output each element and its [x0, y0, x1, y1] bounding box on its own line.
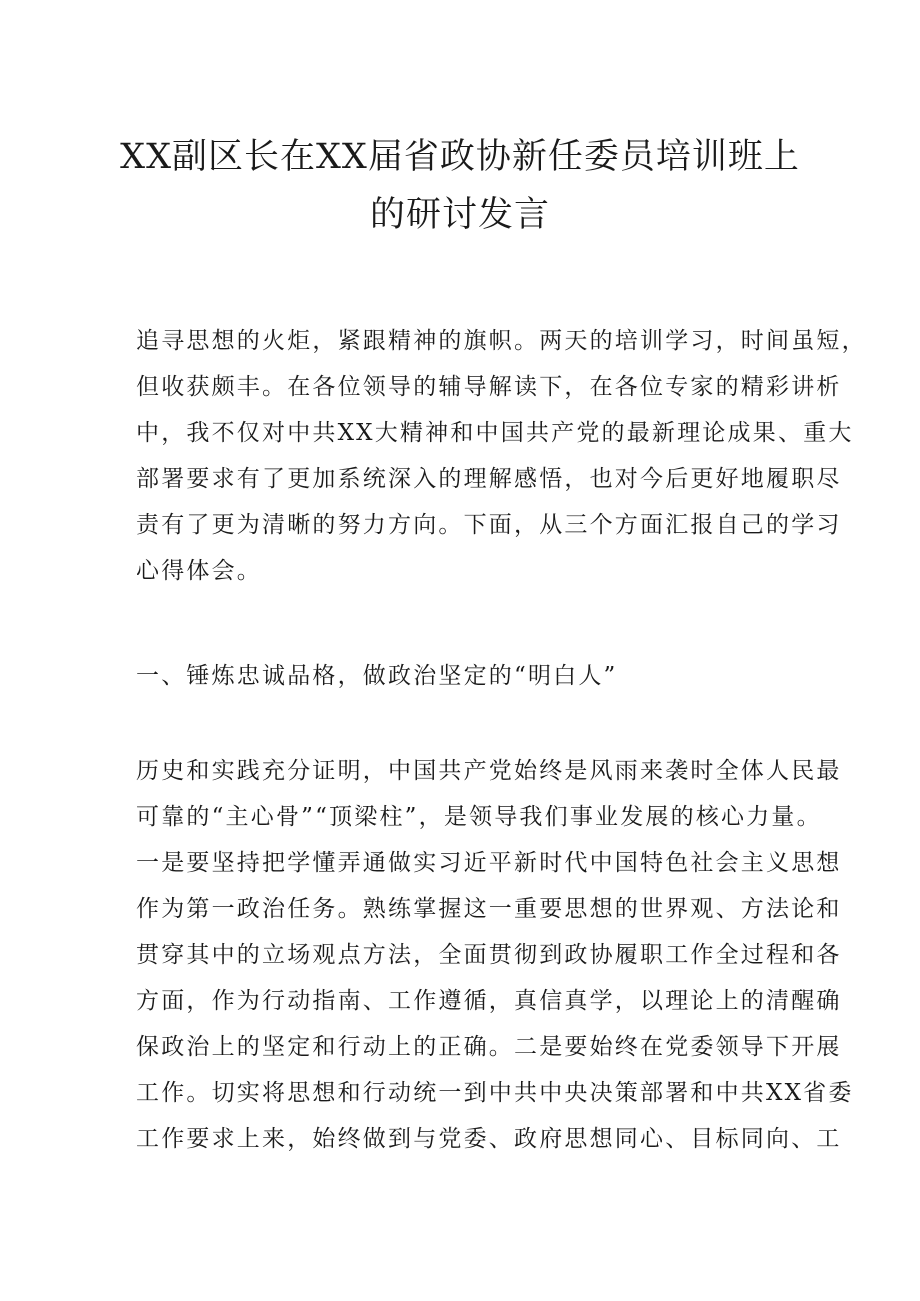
section-1-paragraph	[136, 748, 854, 1162]
section-1-line: 工作。切实将思想和行动统一到中共中央决策部署和中共XX省委	[136, 1080, 854, 1106]
intro-line: 但收获颇丰。在各位领导的辅导解读下，在各位专家的精彩讲析	[136, 374, 842, 400]
section-1-heading: 一、锤炼忠诚品格，做政治坚定的“明白人”	[136, 663, 618, 689]
intro-line: 心得体会。	[136, 558, 262, 584]
section-1-line: 工作要求上来，始终做到与党委、政府思想同心、目标同向、工	[136, 1126, 842, 1152]
intro-line: 中，我不仅对中共XX大精神和中国共产党的最新理论成果、重大	[136, 420, 854, 446]
section-1-line: 作为第一政治任务。熟练掌握这一重要思想的世界观、方法论和	[136, 896, 842, 922]
section-1-line: 可靠的“主心骨”“顶梁柱”，是领导我们事业发展的核心力量。	[136, 804, 822, 830]
document-title-line-2: 的研讨发言	[369, 195, 550, 235]
intro-line: 责有了更为清晰的努力方向。下面，从三个方面汇报自己的学习	[136, 512, 842, 538]
intro-paragraph	[136, 318, 867, 594]
section-1-line: 方面，作为行动指南、工作遵循，真信真学，以理论上的清醒确	[136, 988, 842, 1014]
intro-line: 部署要求有了更加系统深入的理解感悟，也对今后更好地履职尽	[136, 466, 842, 492]
intro-line: 追寻思想的火炬，紧跟精神的旗帜。两天的培训学习，时间虽短，	[136, 328, 867, 354]
document-title-line-1: XX副区长在XX届省政协新任委员培训班上	[120, 137, 800, 177]
section-1-line: 贯穿其中的立场观点方法，全面贯彻到政协履职工作全过程和各	[136, 942, 842, 968]
section-1-line: 历史和实践充分证明，中国共产党始终是风雨来袭时全体人民最	[136, 758, 842, 784]
section-1-line: 一是要坚持把学懂弄通做实习近平新时代中国特色社会主义思想	[136, 850, 842, 876]
section-1-line: 保政治上的坚定和行动上的正确。二是要始终在党委领导下开展	[136, 1034, 842, 1060]
